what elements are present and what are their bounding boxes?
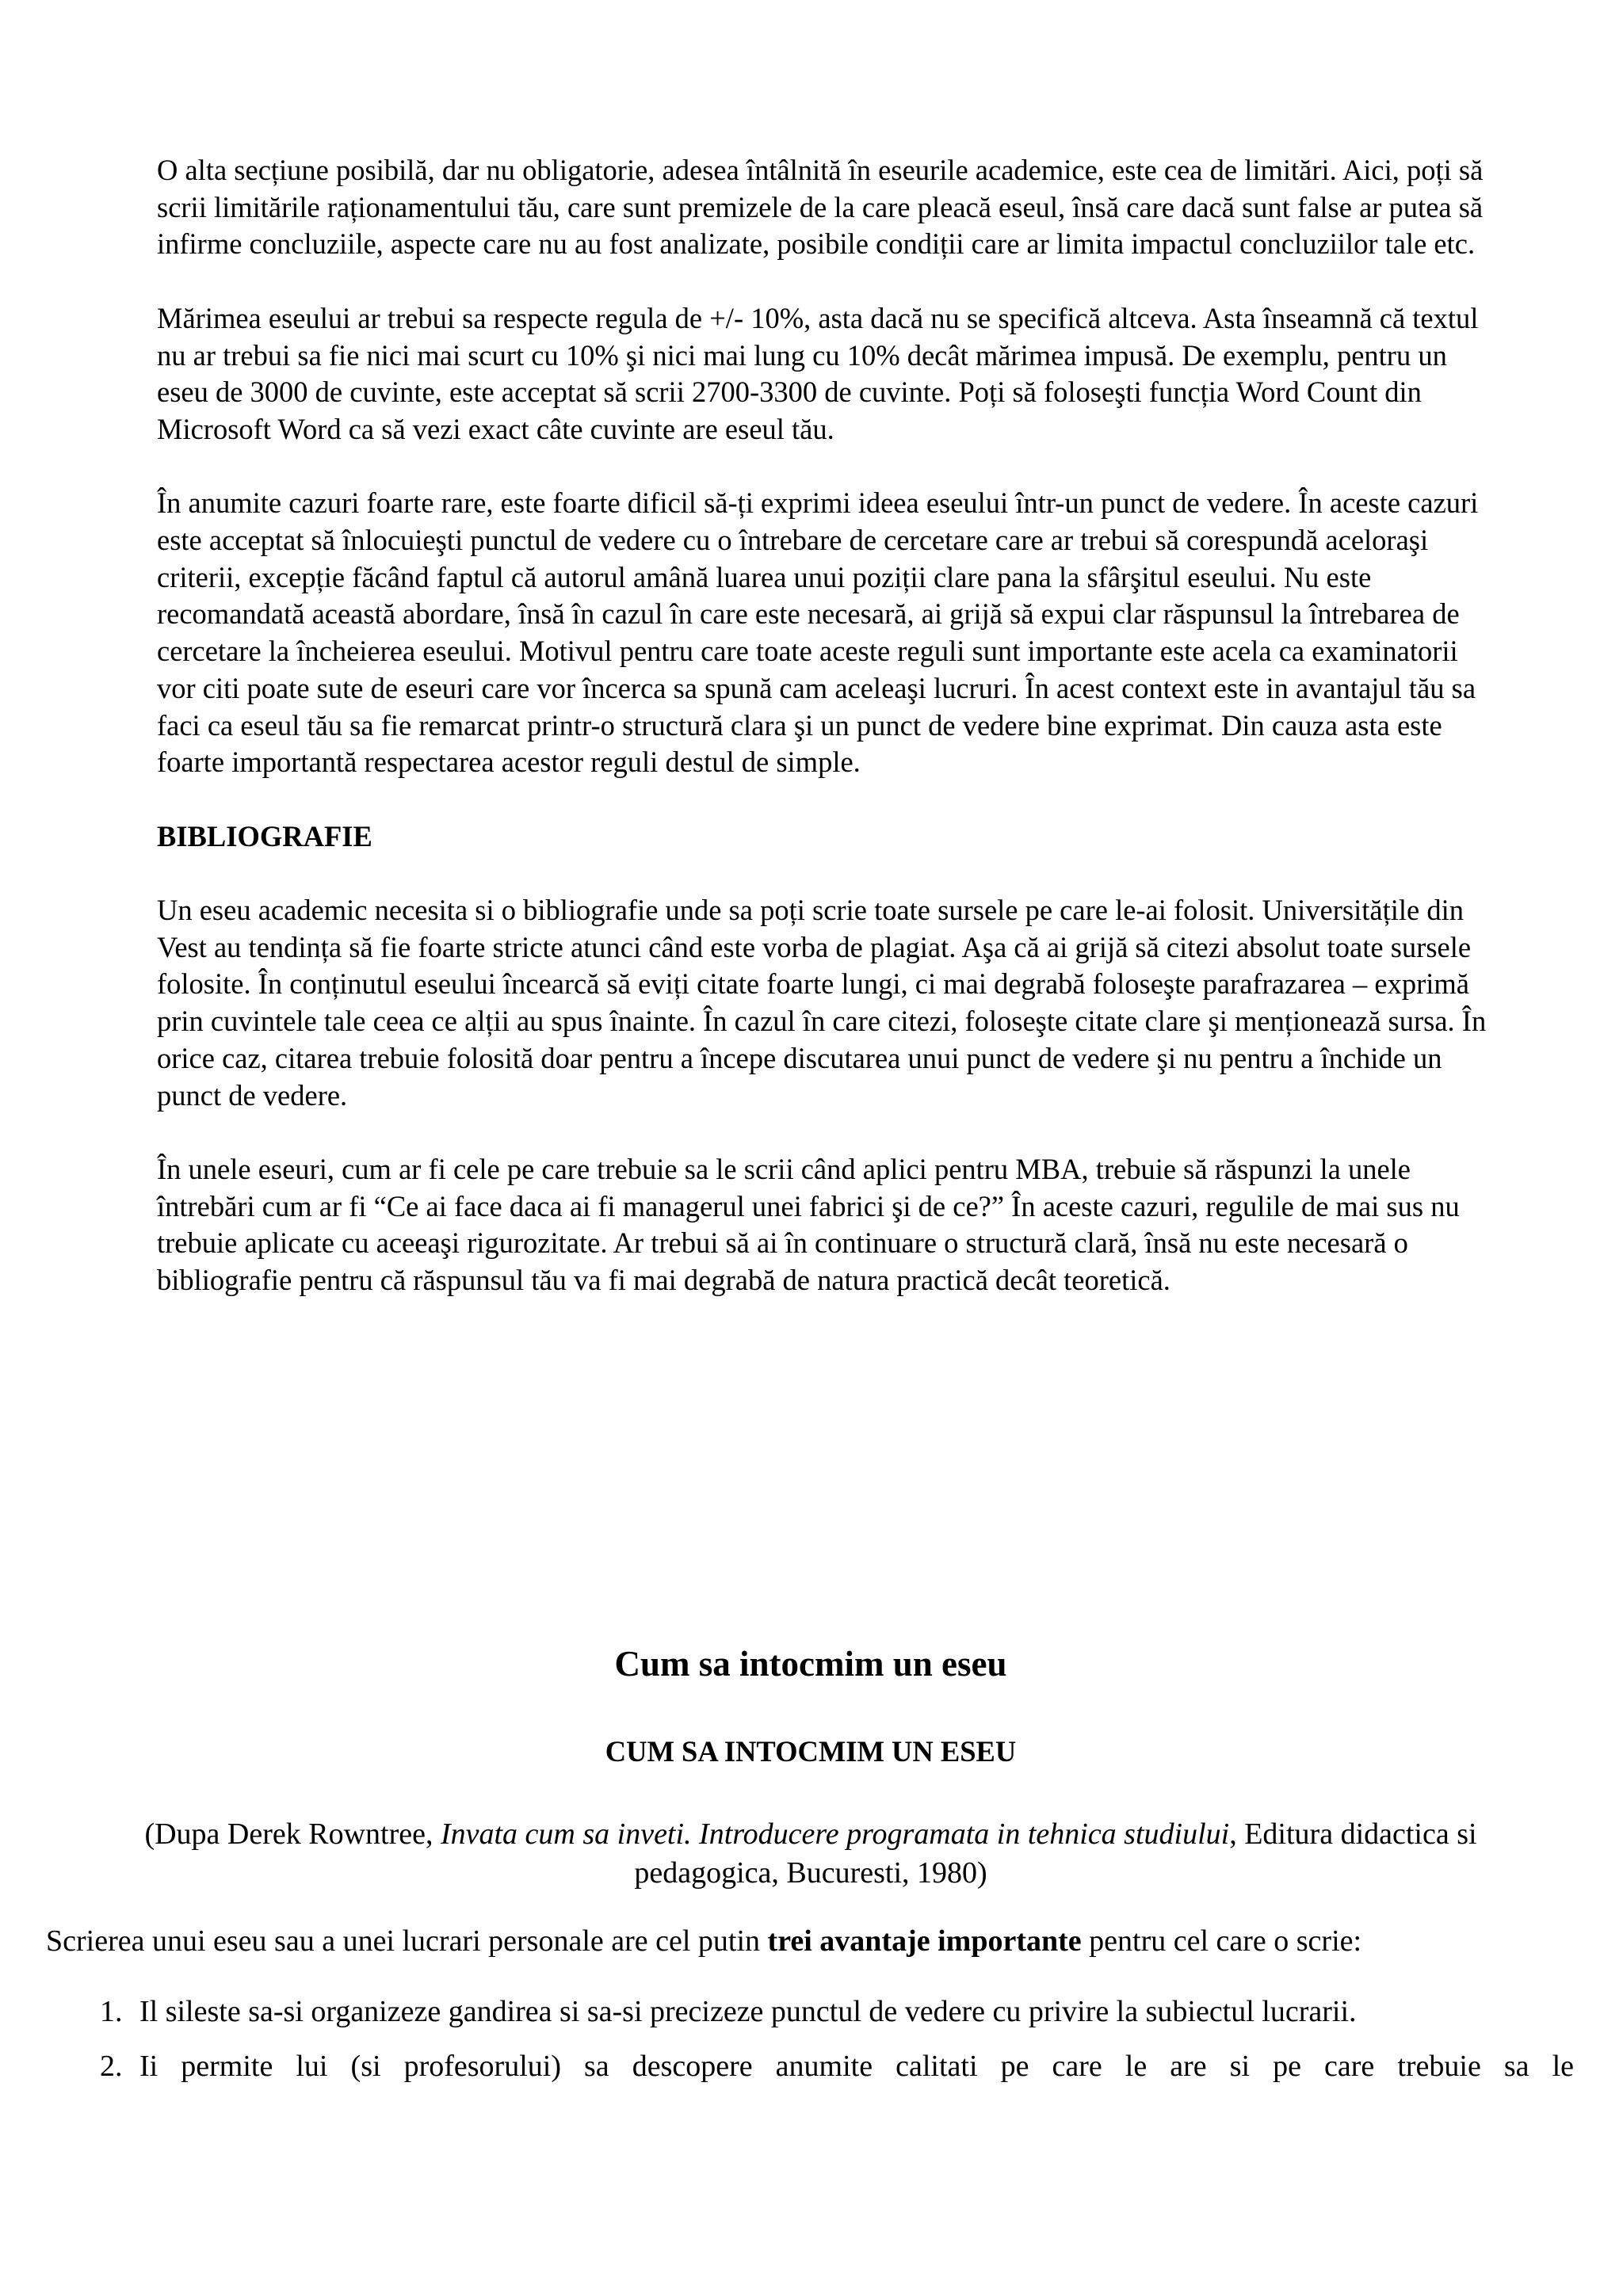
list-item-number: 2. — [100, 2050, 123, 2083]
intro-text-before: Scrierea unui eseu sau a unei lucrari personale are cel putin — [46, 1924, 768, 1958]
source-citation — [46, 1815, 1575, 1893]
section-title: Cum sa intocmim un eseu — [614, 1644, 1007, 1684]
advantages-list — [100, 1993, 1574, 2102]
list-item-text: Ii permite lui (si profesorului) sa descopere anumite calitati pe care le are si pe care trebuie sa le — [139, 2050, 1574, 2083]
mba-essays-paragraph: În unele eseuri, cum ar fi cele pe care trebuie sa le scrii când aplici pentru MBA, trebuie să răspunzi la unele întrebări cum ar fi “Ce ai face daca ai fi managerul unei fabrici şi de ce?” În aceste cazuri, regulile de mai sus nu trebuie aplicate cu aceeaşi rigurozitate. Ar trebui să ai în continuare o structură clară, însă nu este necesară o bibliografie pentru că răspunsul tău va fi mai degrabă de natura practică decât teoretică. — [157, 1152, 1460, 1297]
essay-guidelines-section — [157, 152, 1488, 1336]
list-item-number: 1. — [100, 1995, 123, 2028]
research-question-paragraph: În anumite cazuri foarte rare, este foarte dificil să-ți exprimi ideea eseului într-un punct de vedere. În aceste cazuri este acceptat să înlocuieşti punctul de vedere cu o întrebare de cercetare care ar trebui să corespundă aceloraşi criterii, excepție făcând faptul că autorul amână luarea unui poziții clare pana la sfârşitul eseului. Nu este recomandată această abordare, însă în cazul în care este necesară, ai grijă să expui clar răspunsul la întrebarea de cercetare la încheierea eseului. Motivul pentru care toate aceste reguli sunt importante este acela ca examinatorii vor citi poate sute de eseuri care vor încerca sa spună cam aceleaşi lucruri. În acest context este in avantajul tău sa faci ca eseul tău sa fie remarcat printr-o structură clara şi un punct de vedere bine exprimat. Din cauza asta este foarte importantă respectarea acestor reguli destul de simple. — [157, 486, 1479, 779]
source-publisher: pedagogica, Bucuresti, 1980) — [634, 1856, 987, 1890]
source-book-title: Invata cum sa inveti. Introducere programata in tehnica studiului — [440, 1817, 1230, 1851]
list-item — [100, 1993, 1574, 2031]
list-item — [100, 2047, 1574, 2085]
intro-text-after: pentru cel care o scrie: — [1081, 1924, 1362, 1958]
how-to-write-essay-section — [46, 1632, 1575, 2083]
limitations-paragraph: O alta secțiune posibilă, dar nu obligatorie, adesea întâlnită în eseurile academice, este cea de limitări. Aici, poți să scrii limitările raționamentului tău, care sunt premizele de la care pleacă eseul, însă care dacă sunt false ar putea să infirme concluziile, aspecte care nu au fost analizate, posibile condiții care ar limita impactul concluziilor tale etc. — [157, 154, 1484, 261]
list-item-text: Il sileste sa-si organizeze gandirea si sa-si precizeze punctul de vedere cu privire la subiectul lucrarii. — [139, 1995, 1357, 2028]
essay-length-paragraph: Mărimea eseului ar trebui sa respecte regula de +/- 10%, asta dacă nu se specifică altceva. Asta înseamnă că textul nu ar trebui sa fie nici mai scurt cu 10% şi nici mai lung cu 10% decât mărimea impusă. De exemplu, pentru un eseu de 3000 de cuvinte, este acceptat să scrii 2700-3300 de cuvinte. Poți să foloseşti funcția Word Count din Microsoft Word ca să vezi exact câte cuvinte are eseul tău. — [157, 301, 1479, 445]
source-suffix: , Editura didactica si — [1229, 1817, 1477, 1851]
source-prefix: (Dupa Derek Rowntree, — [144, 1817, 441, 1851]
intro-paragraph — [46, 1922, 1575, 1960]
bibliography-heading: BIBLIOGRAFIE — [157, 819, 372, 852]
bibliography-paragraph: Un eseu academic necesita si o bibliografie unde sa poți scrie toate sursele pe care le-ai folosit. Universitățile din Vest au tendința să fie foarte stricte atunci când este vorba de plagiat. Aşa că ai grijă să citezi absolut toate sursele folosite. În conținutul eseului încearcă să eviți citate foarte lungi, ci mai degrabă foloseşte parafrazarea – exprimă prin cuvintele tale ceea ce alții au spus înainte. În cazul în care citezi, foloseşte citate clare şi menționează sursa. În orice caz, citarea trebuie folosită doar pentru a începe discutarea unui punct de vedere şi nu pentru a închide un punct de vedere. — [157, 894, 1487, 1112]
section-subtitle: CUM SA INTOCMIM UN ESEU — [605, 1735, 1017, 1768]
intro-bold-text: trei avantaje importante — [767, 1924, 1082, 1958]
